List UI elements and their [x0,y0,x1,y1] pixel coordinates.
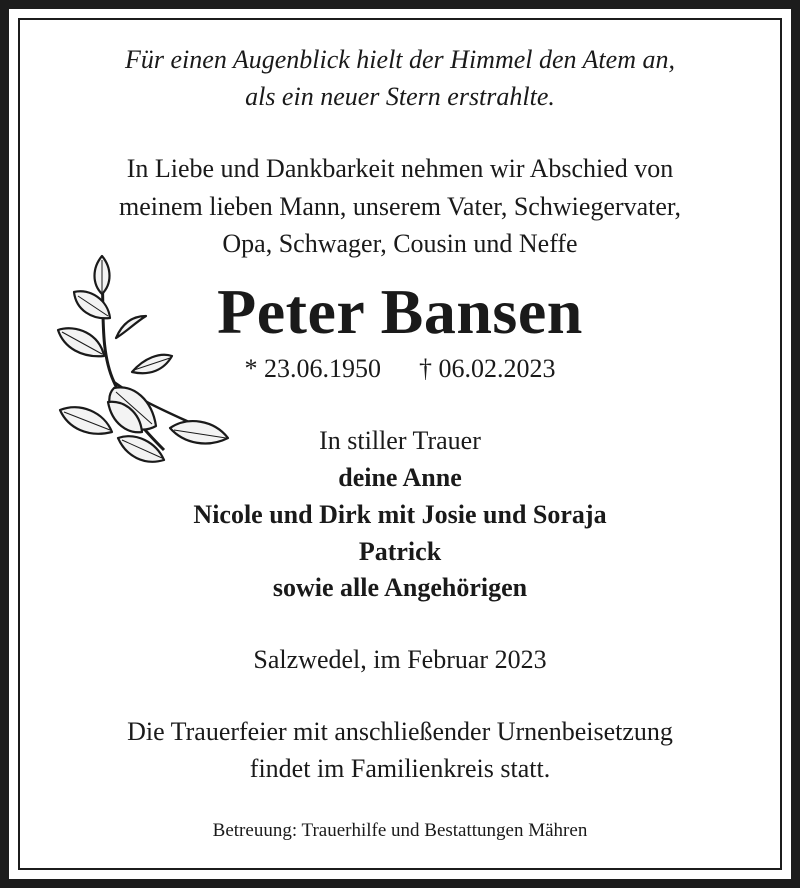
birth-date: * 23.06.1950 [244,354,381,383]
life-dates [0,354,800,384]
ceremony-line-1: Die Trauerfeier mit anschließender Urnenbeisetzung [127,717,673,746]
mourner-line: sowie alle Angehörigen [272,573,528,602]
mourners-heading: In stiller Trauer [319,426,481,455]
deceased-name: Peter Bansen [217,276,583,347]
ceremony-line-2: findet im Familienkreis statt. [249,754,551,783]
mourner-line: Patrick [358,537,442,566]
intro-line-2: meinem lieben Mann, unserem Vater, Schwiegervater, [118,192,682,221]
intro-line-3: Opa, Schwager, Cousin und Neffe [222,229,578,258]
poem-line-2: als ein neuer Stern erstrahlte. [245,82,555,111]
poem-line-1: Für einen Augenblick hielt der Himmel den Atem an, [125,45,675,74]
place-date: Salzwedel, im Februar 2023 [253,645,547,674]
death-date: † 06.02.2023 [419,354,556,383]
intro-line-1: In Liebe und Dankbarkeit nehmen wir Abschied von [126,154,674,183]
funeral-home-credit: Betreuung: Trauerhilfe und Bestattungen Mähren [212,820,588,841]
mourner-line: deine Anne [338,463,462,492]
mourner-line: Nicole und Dirk mit Josie und Soraja [193,500,607,529]
